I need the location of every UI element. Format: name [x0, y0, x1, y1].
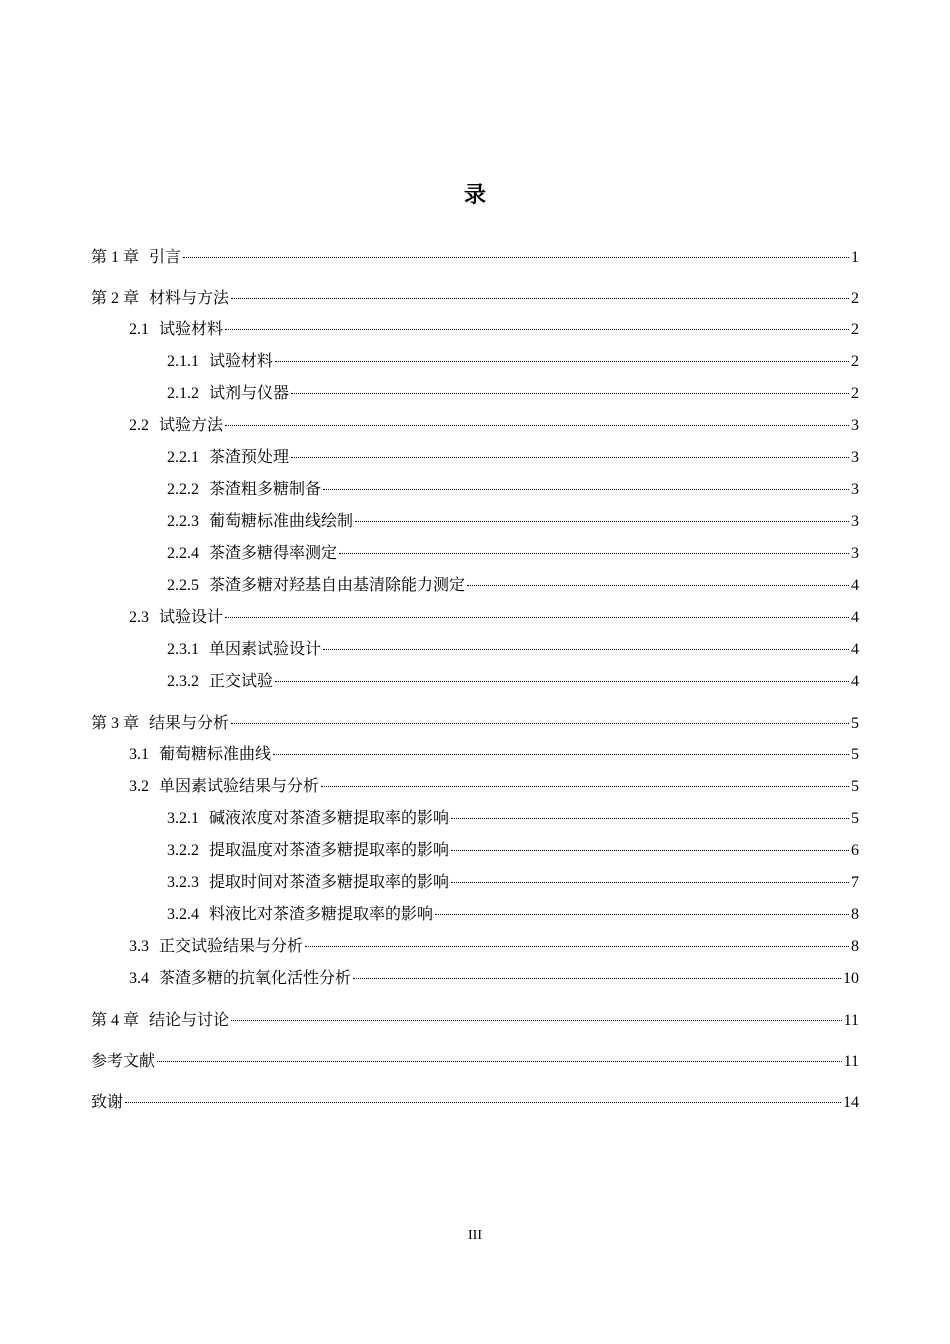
- toc-entry-page: 5: [851, 746, 859, 763]
- toc-entry-title: 试验材料: [159, 321, 224, 338]
- dot-leader: [291, 393, 849, 394]
- toc-entry-number: 3.3: [129, 938, 149, 955]
- toc-entry-page: 8: [851, 938, 859, 955]
- toc-entry-title: 料液比对茶渣多糖提取率的影响: [209, 906, 434, 923]
- dot-leader: [451, 882, 849, 883]
- toc-entry-number: 第 2 章: [91, 290, 140, 307]
- toc-entry[interactable]: [91, 506, 859, 538]
- toc-entry-title: 茶渣预处理: [209, 449, 290, 466]
- dot-leader: [157, 1061, 842, 1062]
- dot-leader: [275, 681, 849, 682]
- toc-entry-page: 2: [851, 353, 859, 370]
- toc-entry-page: 10: [843, 970, 859, 987]
- toc-entry-title: 茶渣多糖得率测定: [209, 545, 338, 562]
- toc-entry-title: 试验设计: [159, 609, 224, 626]
- toc-entry-number: 2.3.2: [167, 673, 199, 690]
- toc-entry-page: 3: [851, 513, 859, 530]
- toc-entry-page: 3: [851, 449, 859, 466]
- toc-entry-number: 2.1.1: [167, 353, 199, 370]
- toc-entry-number: 第 4 章: [91, 1012, 140, 1029]
- toc-entry-page: 5: [851, 778, 859, 795]
- toc-entry-page: 4: [851, 673, 859, 690]
- toc-entry-title: 试验方法: [159, 417, 224, 434]
- dot-leader: [125, 1102, 841, 1103]
- toc-entry[interactable]: [91, 378, 859, 410]
- dot-leader: [225, 425, 849, 426]
- toc-entry[interactable]: [91, 282, 859, 314]
- toc-entry-number: 3.2.1: [167, 810, 199, 827]
- toc-entry[interactable]: [91, 634, 859, 666]
- dot-leader: [451, 850, 849, 851]
- dot-leader: [231, 298, 849, 299]
- toc-entry-title: 材料与方法: [149, 288, 230, 307]
- toc-entry-title: 茶渣粗多糖制备: [209, 481, 322, 498]
- toc-entry[interactable]: [91, 570, 859, 602]
- toc-entry-number: 2.2.5: [167, 577, 199, 594]
- toc-entry[interactable]: [91, 899, 859, 931]
- dot-leader: [323, 489, 849, 490]
- toc-entry-number: 2.2.4: [167, 545, 199, 562]
- dot-leader: [291, 457, 849, 458]
- toc-entry[interactable]: [91, 867, 859, 899]
- toc-entry-number: 2.2.3: [167, 513, 199, 530]
- toc-entry-number: 2.2: [129, 417, 149, 434]
- toc-entry-title: 试验材料: [209, 353, 274, 370]
- toc-entry-title: 参考文献: [91, 1051, 156, 1070]
- toc-entry-page: 2: [851, 290, 859, 307]
- toc-entry[interactable]: [91, 771, 859, 803]
- toc-entry[interactable]: [91, 666, 859, 698]
- dot-leader: [305, 946, 849, 947]
- page-number: III: [468, 1228, 482, 1243]
- toc-entry-title: 试剂与仪器: [209, 385, 290, 402]
- toc-entry[interactable]: [91, 931, 859, 963]
- toc-entry-page: 1: [851, 249, 859, 266]
- toc-entry[interactable]: [91, 442, 859, 474]
- toc-entry[interactable]: [91, 1004, 859, 1036]
- toc-entry[interactable]: [91, 707, 859, 739]
- dot-leader: [323, 649, 849, 650]
- dot-leader: [355, 521, 849, 522]
- toc-entry-number: 3.1: [129, 746, 149, 763]
- toc-entry-title: 结论与讨论: [149, 1010, 230, 1029]
- toc-entry-number: 2.3: [129, 609, 149, 626]
- toc-entry-title: 提取温度对茶渣多糖提取率的影响: [209, 842, 450, 859]
- toc-entry[interactable]: [91, 538, 859, 570]
- toc-entry-title: 碱液浓度对茶渣多糖提取率的影响: [209, 810, 450, 827]
- toc-entry-page: 3: [851, 545, 859, 562]
- toc-entry[interactable]: [91, 1045, 859, 1077]
- dot-leader: [231, 1020, 842, 1021]
- toc-entry-number: 2.1: [129, 321, 149, 338]
- dot-leader: [231, 723, 849, 724]
- toc-entry-page: 2: [851, 321, 859, 338]
- dot-leader: [183, 257, 849, 258]
- toc-entry[interactable]: [91, 1086, 859, 1118]
- toc-entry-page: 3: [851, 481, 859, 498]
- toc-entry-number: 3.2.3: [167, 874, 199, 891]
- toc-entry-number: 2.2.1: [167, 449, 199, 466]
- toc-entry-title: 提取时间对茶渣多糖提取率的影响: [209, 874, 450, 891]
- dot-leader: [353, 978, 841, 979]
- toc-entry-title: 单因素试验结果与分析: [159, 778, 320, 795]
- dot-leader: [273, 754, 849, 755]
- table-of-contents: [91, 241, 859, 1118]
- dot-leader: [451, 818, 849, 819]
- toc-entry[interactable]: [91, 241, 859, 273]
- toc-entry[interactable]: [91, 963, 859, 995]
- toc-entry-number: 3.2.4: [167, 906, 199, 923]
- toc-entry-number: 3.2: [129, 778, 149, 795]
- toc-entry-number: 2.1.2: [167, 385, 199, 402]
- toc-entry-page: 7: [851, 874, 859, 891]
- toc-entry-title: 葡萄糖标准曲线绘制: [209, 513, 354, 530]
- toc-entry-page: 11: [843, 1012, 859, 1029]
- toc-entry-number: 2.2.2: [167, 481, 199, 498]
- toc-entry-page: 2: [851, 385, 859, 402]
- toc-entry[interactable]: [91, 346, 859, 378]
- toc-entry-title: 正交试验: [209, 673, 274, 690]
- dot-leader: [339, 553, 849, 554]
- toc-entry-page: 4: [851, 577, 859, 594]
- toc-entry-page: 11: [843, 1053, 859, 1070]
- toc-entry-title: 正交试验结果与分析: [159, 938, 304, 955]
- toc-entry-number: 3.2.2: [167, 842, 199, 859]
- dot-leader: [435, 914, 849, 915]
- toc-entry[interactable]: [91, 602, 859, 634]
- toc-entry-title: 单因素试验设计: [209, 641, 322, 658]
- toc-entry[interactable]: [91, 835, 859, 867]
- toc-entry-page: 4: [851, 641, 859, 658]
- toc-entry-number: 3.4: [129, 970, 149, 987]
- dot-leader: [467, 585, 849, 586]
- toc-entry-title: 茶渣多糖对羟基自由基清除能力测定: [209, 577, 466, 594]
- toc-entry-number: 第 1 章: [91, 249, 140, 266]
- toc-entry-title: 结果与分析: [149, 713, 230, 732]
- dot-leader: [225, 617, 849, 618]
- toc-entry-page: 5: [851, 715, 859, 732]
- toc-entry-title: 致谢: [91, 1092, 124, 1111]
- page-title: 录: [463, 183, 486, 208]
- toc-entry-page: 4: [851, 609, 859, 626]
- toc-entry[interactable]: [91, 410, 859, 442]
- toc-entry-title: 引言: [149, 247, 182, 266]
- dot-leader: [225, 329, 849, 330]
- toc-entry-number: 第 3 章: [91, 715, 140, 732]
- toc-entry-title: 葡萄糖标准曲线: [159, 746, 272, 763]
- dot-leader: [321, 786, 849, 787]
- toc-entry-page: 14: [843, 1094, 859, 1111]
- toc-entry-page: 3: [851, 417, 859, 434]
- toc-entry-page: 6: [851, 842, 859, 859]
- dot-leader: [275, 361, 849, 362]
- toc-entry-page: 5: [851, 810, 859, 827]
- toc-entry-page: 8: [851, 906, 859, 923]
- toc-entry-number: 2.3.1: [167, 641, 199, 658]
- toc-entry[interactable]: [91, 474, 859, 506]
- toc-entry[interactable]: [91, 739, 859, 771]
- toc-entry[interactable]: [91, 803, 859, 835]
- toc-entry[interactable]: [91, 314, 859, 346]
- toc-entry-title: 茶渣多糖的抗氧化活性分析: [159, 970, 352, 987]
